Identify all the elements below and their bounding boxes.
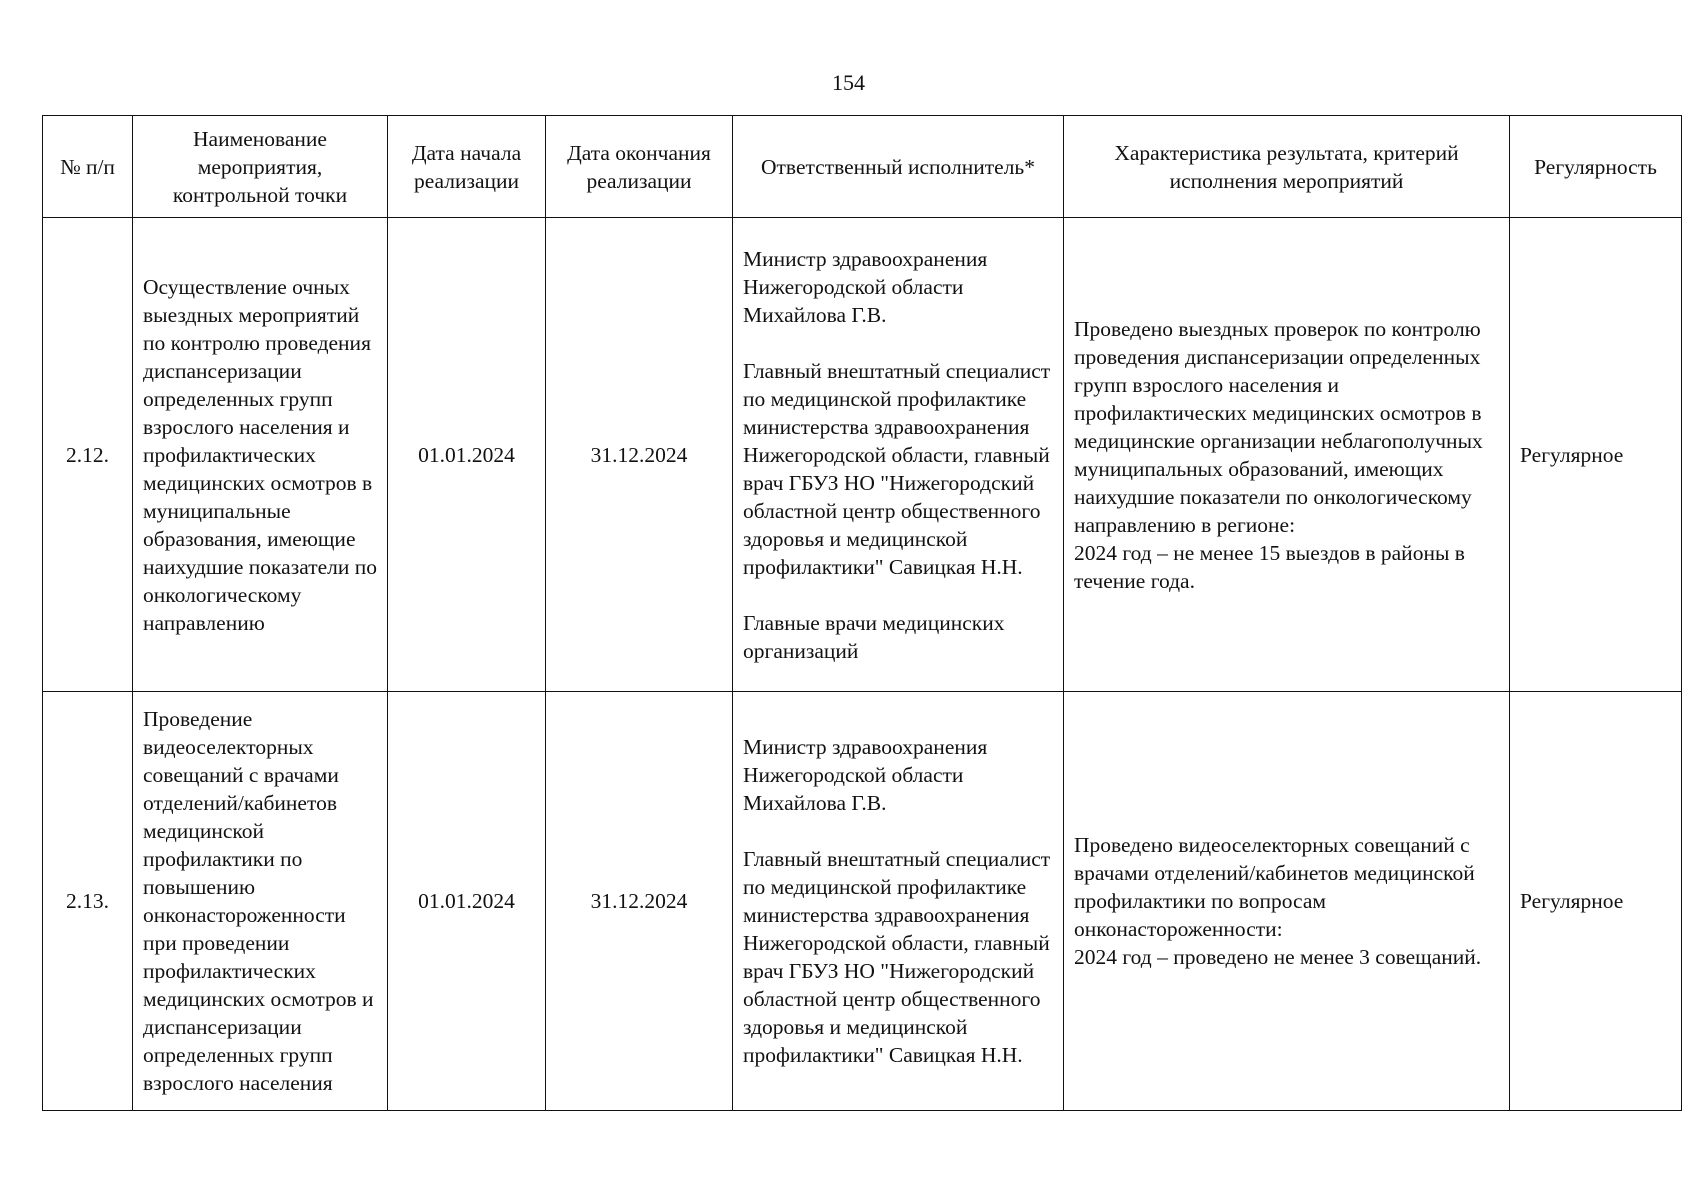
- activities-table: [42, 115, 1682, 1111]
- table-body: [43, 218, 1682, 1111]
- row-number: 2.13.: [43, 692, 133, 1111]
- result-description: Проведено видеоселекторных совещаний с врачами отделений/кабинетов медицинской профилактики по вопросам онконастороженности: 2024 год – проведено не менее 3 совещаний.: [1064, 692, 1510, 1111]
- page-number: 154: [832, 70, 865, 95]
- table-row: [43, 692, 1682, 1111]
- activity-name: Проведение видеоселекторных совещаний с врачами отделений/кабинетов медицинской профилактики по повышению онконастороженности при проведении профилактических медицинских осмотров и диспансеризации определенных групп взрослого населения: [133, 692, 388, 1111]
- start-date: 01.01.2024: [388, 692, 546, 1111]
- header-name: Наименование мероприятия, контрольной точки: [133, 116, 388, 218]
- end-date: 31.12.2024: [546, 692, 733, 1111]
- header-start-date: Дата начала реализации: [388, 116, 546, 218]
- header-row: [43, 116, 1682, 218]
- header-responsible: Ответственный исполнитель*: [733, 116, 1064, 218]
- start-date: 01.01.2024: [388, 218, 546, 692]
- table-row: [43, 218, 1682, 692]
- header-end-date: Дата окончания реализации: [546, 116, 733, 218]
- regularity: Регулярное: [1510, 218, 1682, 692]
- responsible-executor: Министр здравоохранения Нижегородской области Михайлова Г.В. Главный внештатный специалист по медицинской профилактике министерства здравоохранения Нижегородской области, главный врач ГБУЗ НО "Нижегородский областной центр общественного здоровья и медицинской профилактики" Савицкая Н.Н.: [733, 692, 1064, 1111]
- end-date: 31.12.2024: [546, 218, 733, 692]
- regularity: Регулярное: [1510, 692, 1682, 1111]
- table-header: [43, 116, 1682, 218]
- activity-name: Осуществление очных выездных мероприятий по контролю проведения диспансеризации определенных групп взрослого населения и профилактических медицинских осмотров в муниципальные образования, имеющие наихудшие показатели по онкологическому направлению: [133, 218, 388, 692]
- result-description: Проведено выездных проверок по контролю проведения диспансеризации определенных групп взрослого населения и профилактических медицинских осмотров в медицинские организации неблагополучных муниципальных образований, имеющих наихудшие показатели по онкологическому направлению в регионе: 2024 год – не менее 15 выездов в районы в течение года.: [1064, 218, 1510, 692]
- row-number: 2.12.: [43, 218, 133, 692]
- responsible-executor: Министр здравоохранения Нижегородской области Михайлова Г.В. Главный внештатный специалист по медицинской профилактике министерства здравоохранения Нижегородской области, главный врач ГБУЗ НО "Нижегородский областной центр общественного здоровья и медицинской профилактики" Савицкая Н.Н. Главные врачи медицинских организаций: [733, 218, 1064, 692]
- header-number: № п/п: [43, 116, 133, 218]
- header-result: Характеристика результата, критерий исполнения мероприятий: [1064, 116, 1510, 218]
- header-regularity: Регулярность: [1510, 116, 1682, 218]
